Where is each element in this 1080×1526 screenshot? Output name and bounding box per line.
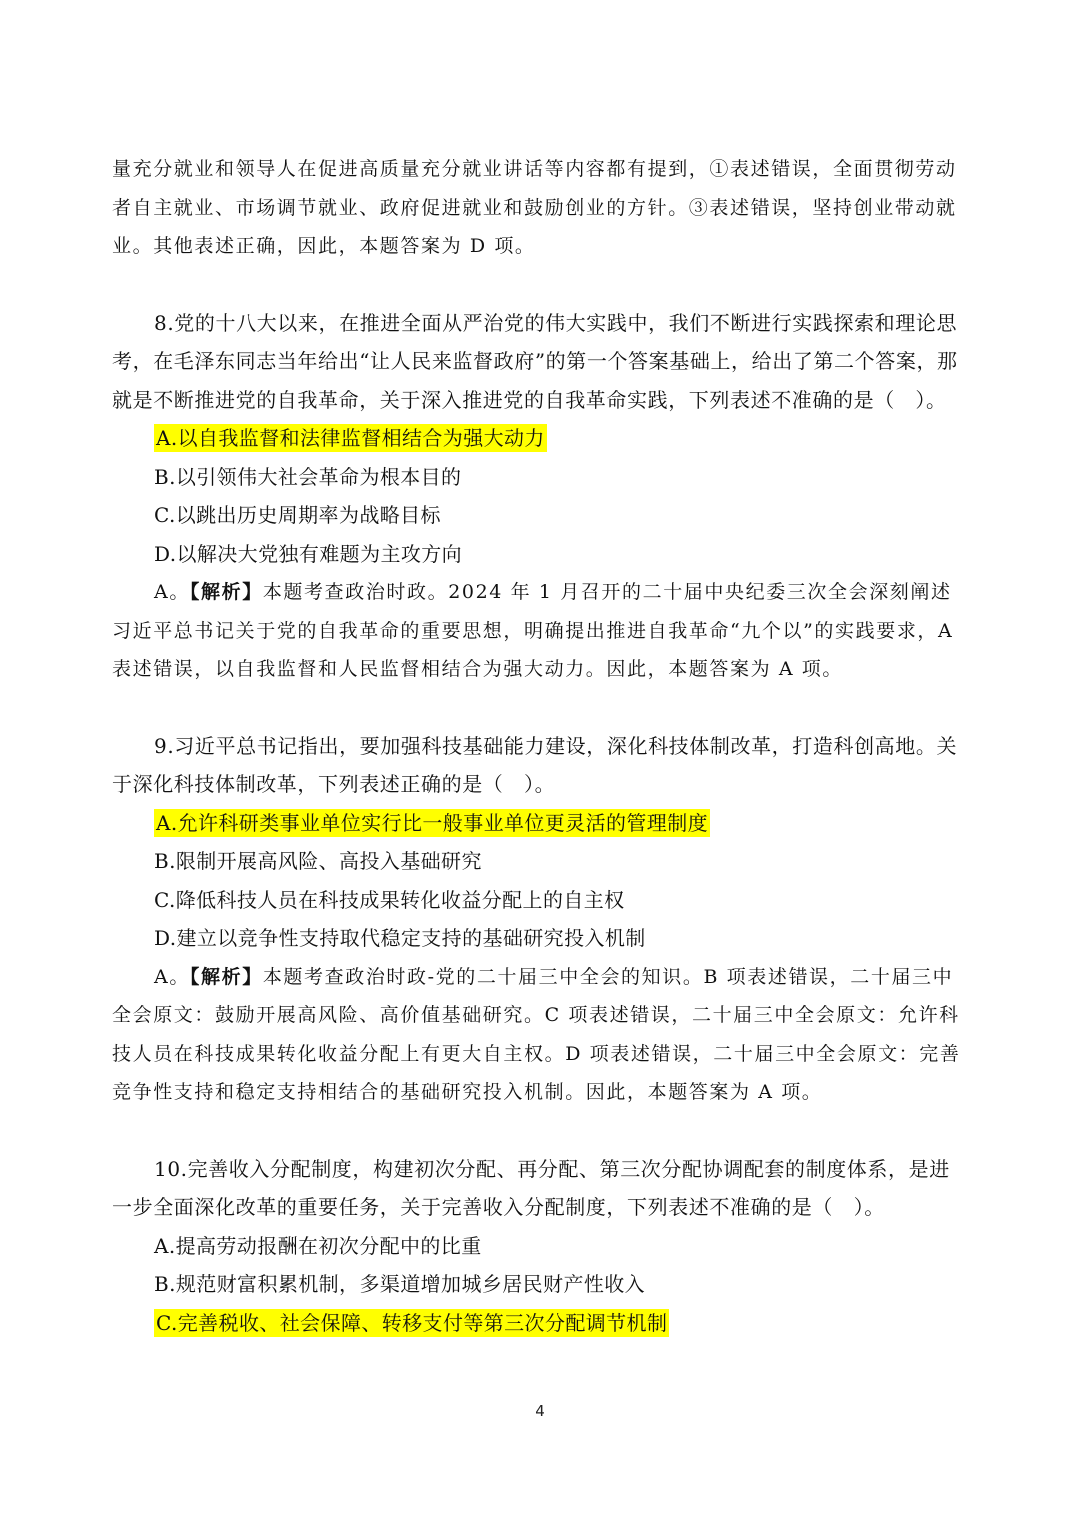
spacer <box>112 689 968 727</box>
question-8-analysis <box>112 573 968 689</box>
question-9-analysis <box>112 958 968 1112</box>
question-8-option-a <box>154 419 968 458</box>
question-10-stem: 10.完善收入分配制度，构建初次分配、再分配、第三次分配协调配套的制度体系，是进一步全面深化改革的重要任务，关于完善收入分配制度，下列表述不准确的是（ ）。 <box>112 1156 950 1219</box>
highlighted-answer: C.完善税收、社会保障、转移支付等第三次分配调节机制 <box>156 1310 668 1335</box>
spacer <box>112 266 968 304</box>
page-number: 4 <box>535 1402 545 1420</box>
analysis-text: 本题考查政治时政。2024 年 1 月召开的二十届中央纪委三次全会深刻阐述习近平总书记关于党的自我革命的重要思想，明确提出推进自我革命“九个以”的实践要求，A 表述错误，以自我监督和人民监督相结合为强大动力。因此，本题答案为 A 项。 <box>112 581 954 680</box>
question-10-option-c <box>154 1304 968 1343</box>
analysis-label: 【解析】 <box>189 581 263 603</box>
question-8-option-b: B.以引领伟大社会革命为根本目的 <box>154 464 462 489</box>
intro-paragraph: 量充分就业和领导人在促进高质量充分就业讲话等内容都有提到，①表述错误，全面贯彻劳动者自主就业、市场调节就业、政府促进就业和鼓励创业的方针。③表述错误，坚持创业带动就业。其他表述正确，因此，本题答案为 D 项。 <box>112 158 957 257</box>
spacer <box>112 1112 968 1150</box>
question-9-option-a <box>154 804 968 843</box>
highlighted-answer: A.允许科研类事业单位实行比一般事业单位更灵活的管理制度 <box>156 810 709 835</box>
highlighted-answer: A.以自我监督和法律监督相结合为强大动力 <box>156 426 545 450</box>
question-10-option-a: A.提高劳动报酬在初次分配中的比重 <box>154 1233 482 1258</box>
question-8-option-d: D.以解决大党独有难题为主攻方向 <box>154 541 463 566</box>
question-10-option-b: B.规范财富积累机制，多渠道增加城乡居民财产性收入 <box>154 1272 646 1296</box>
analysis-label: 【解析】 <box>189 965 263 988</box>
answer-letter: A。 <box>154 581 190 603</box>
answer-letter: A。 <box>154 965 190 988</box>
question-8-option-c: C.以跳出历史周期率为战略目标 <box>154 503 441 527</box>
question-9-option-d: D.建立以竞争性支持取代稳定支持的基础研究投入机制 <box>154 926 646 950</box>
question-9-option-b: B.限制开展高风险、高投入基础研究 <box>154 849 482 873</box>
analysis-text: 本题考查政治时政-党的二十届三中全会的知识。B 项表述错误，二十届三中全会原文：鼓励开展高风险、高价值基础研究。C 项表述错误，二十届三中全会原文：允许科技人员在科技成果转化收益分配上有更大自主权。D 项表述错误，二十届三中全会原文：完善竞争性支持和稳定支持相结合的基础研究投入机制。因此，本题答案为 A 项。 <box>112 965 961 1103</box>
question-9-option-c: C.降低科技人员在科技成果转化收益分配上的自主权 <box>154 887 625 912</box>
question-9-stem: 9.习近平总书记指出，要加强科技基础能力建设，深化科技体制改革，打造科创高地。关于深化科技体制改革，下列表述正确的是（ ）。 <box>112 733 958 796</box>
question-8-stem: 8.党的十八大以来，在推进全面从严治党的伟大实践中，我们不断进行实践探索和理论思考，在毛泽东同志当年给出“让人民来监督政府”的第一个答案基础上，给出了第二个答案，那就是不断推进党的自我革命，关于深入推进党的自我革命实践，下列表述不准确的是（ ）。 <box>112 310 958 412</box>
